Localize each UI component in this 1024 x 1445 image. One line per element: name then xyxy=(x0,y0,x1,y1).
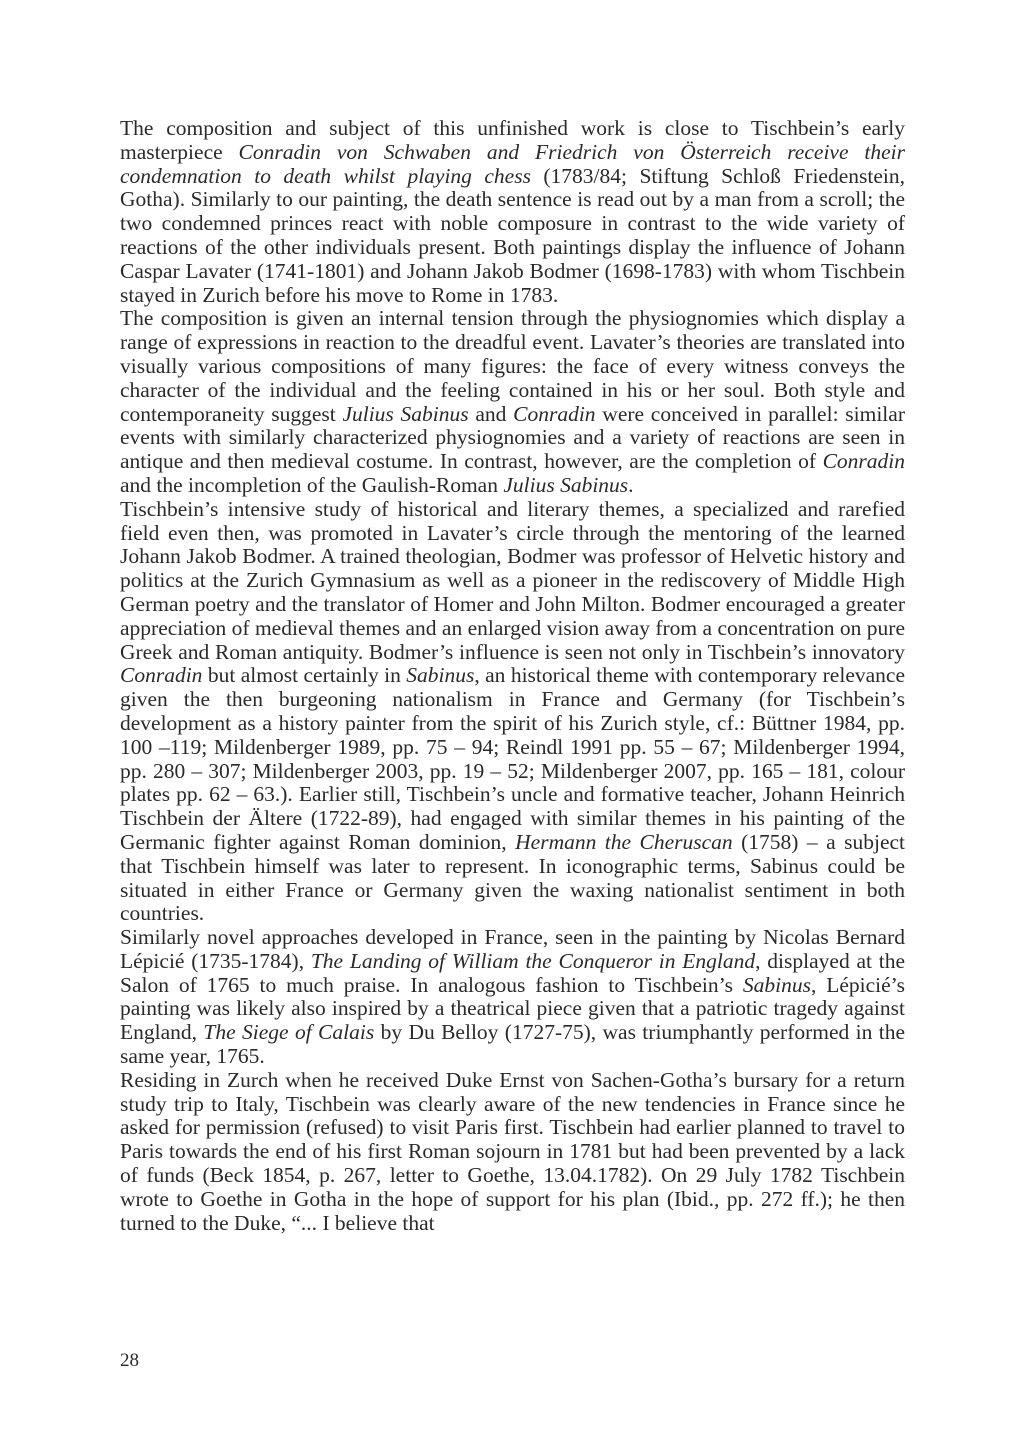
text-run: but almost certainly in xyxy=(202,663,407,688)
paragraph xyxy=(120,498,905,926)
text-run: were conceived in parallel: similar events with similarly characterized physiognomies and a variety of reactions are seen in antique and then medieval costume. In contrast, however, are the completion of xyxy=(120,401,905,474)
text-run: Tischbein’s intensive study of historical and literary themes, a specialized and rarefied field even then, was promoted in Lavater’s circle through the mentoring of the learned Johann Jakob Bodmer. A trained theologian, Bodmer was professor of Helvetic history and politics at the Zurich Gymnasium as well as a pioneer in the rediscovery of Middle High German poetry and the translator of Homer and John Milton. Bodmer encouraged a greater appreciation of medieval themes and an enlarged vision away from a concentration on pure Greek and Roman antiquity. Bodmer’s influence is seen not only in Tischbein’s innovatory xyxy=(120,496,905,664)
text-run: , Lépicié’s painting was likely also inspired by a theatrical piece given that a patriotic tragedy against England, xyxy=(120,972,905,1045)
artwork-title: Sabinus xyxy=(742,972,811,997)
artwork-title: The Siege of Calais xyxy=(203,1020,375,1045)
text-run: Similarly novel approaches developed in France, seen in the painting by Nicolas Bernard Lépicié (1735-1784), xyxy=(120,925,905,973)
paragraph xyxy=(120,1069,905,1236)
text-run: (1758) – a subject that Tischbein himself was later to represent. In iconographic terms, Sabinus could be situated in either France or Germany given the waxing nationalist sentiment in both countries. xyxy=(120,829,906,926)
artwork-title: Conradin xyxy=(822,449,905,474)
paragraph xyxy=(120,117,905,307)
text-run: The composition and subject of this unfinished work is close to Tischbein’s early masterpiece xyxy=(120,116,905,164)
text-run: , an historical theme with contemporary relevance given the then burgeoning nationalism in France and Germany (for Tischbein’s development as a history painter from the spirit of his Zurich style, cf.: Büttner 1984, pp. 100 –119; Mildenberger 1989, pp. 75 – 94; Reindl 1991 pp. 55 – 67; Mildenberger 1994, pp. 280 – 307; Mildenberger 2003, pp. 19 – 52; Mildenberger 2007, pp. 165 – 181, colour plates pp. 62 – 63.). Earlier still, Tischbein’s uncle and formative teacher, Johann Heinrich Tischbein der Ältere (1722-89), had engaged with similar themes in his painting of the Germanic fighter against Roman dominion, xyxy=(120,663,905,854)
artwork-title: Julius Sabinus xyxy=(503,472,629,497)
artwork-title: Julius Sabinus xyxy=(342,401,469,426)
text-run: , displayed at the Salon of 1765 to much praise. In analogous fashion to Tischbein’s xyxy=(120,948,906,997)
text-run: and xyxy=(468,401,514,426)
text-run: (1783/84; Stiftung Schloß Friedenstein, Gotha). Similarly to our painting, the death sentence is read out by a man from a scroll; the two condemned princes react with noble composure in contrast to the wide variety of reactions of the other individuals present. Both paintings display the influence of Johann Caspar Lavater (1741-1801) and Johann Jakob Bodmer (1698-1783) with whom Tischbein stayed in Zurich before his move to Rome in 1783. xyxy=(120,163,905,307)
artwork-title: Sabinus xyxy=(406,663,475,688)
text-run: The composition is given an internal tension through the physiognomies which display a range of expressions in reaction to the dreadful event. Lavater’s theories are translated into visually various compositions of many figures: the face of every witness conveys the character of the individual and the feeling contained in his or her soul. Both style and contemporaneity suggest xyxy=(120,306,905,426)
text-run: and the incompletion of the Gaulish-Roman xyxy=(120,472,504,497)
paragraph xyxy=(120,307,905,497)
artwork-title: Conradin xyxy=(120,663,203,688)
artwork-title: The Landing of William the Conqueror in England xyxy=(310,948,756,973)
text-run: Residing in Zurch when he received Duke Ernst von Sachen-Gotha’s bursary for a return study trip to Italy, Tischbein was clearly aware of the new tendencies in France since he asked for permission (refused) to visit Paris first. Tischbein had earlier planned to travel to Paris towards the end of his first Roman sojourn in 1781 but had been prevented by a lack of funds (Beck 1854, p. 267, letter to Goethe, 13.04.1782). On 29 July 1782 Tischbein wrote to Goethe in Gotha in the hope of support for his plan (Ibid., pp. 272 ff.); he then turned to the Duke, “... I believe that xyxy=(120,1067,905,1235)
text-run: by Du Belloy (1727-75), was triumphantly performed in the same year, 1765. xyxy=(120,1020,906,1069)
artwork-title: Conradin von Schwaben and Friedrich von Österreich receive their condemnation to death whilst playing chess xyxy=(120,139,905,188)
artwork-title: Hermann the Cheruscan xyxy=(515,829,733,854)
body-text xyxy=(120,117,905,1235)
paragraph xyxy=(120,926,905,1069)
text-run: . xyxy=(628,472,634,497)
artwork-title: Conradin xyxy=(513,401,596,426)
page-number: 28 xyxy=(120,1350,139,1371)
